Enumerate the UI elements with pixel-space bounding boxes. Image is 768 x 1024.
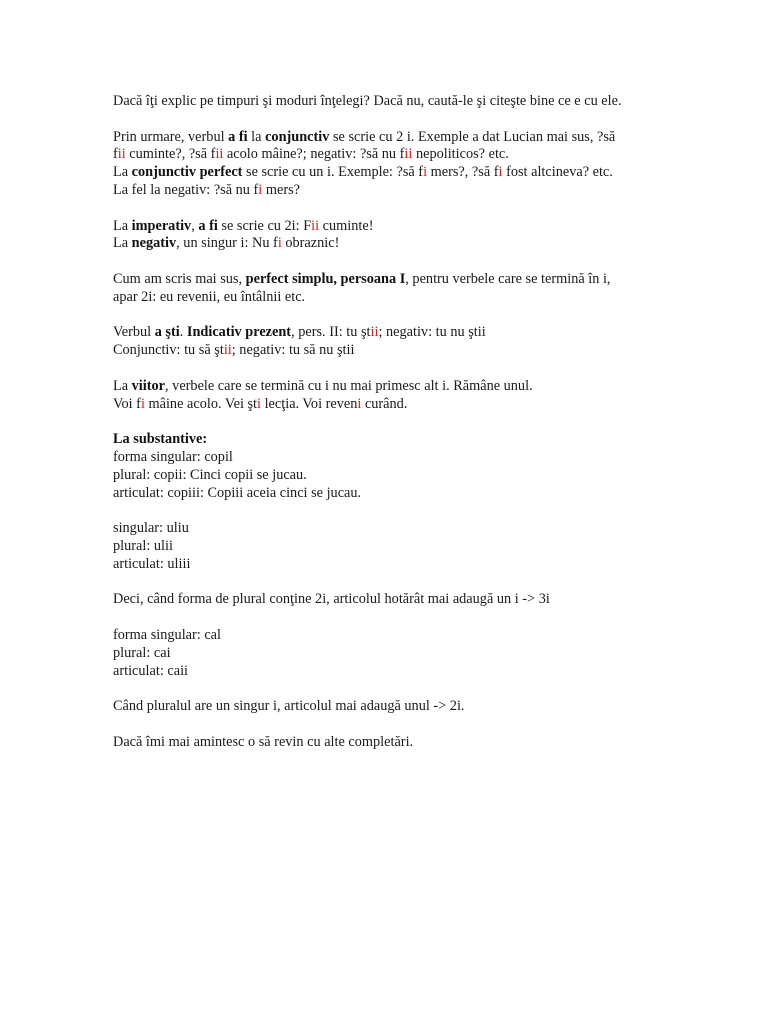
text-line [113, 627, 713, 645]
text-run: lecţia. Voi reven [261, 395, 358, 412]
highlighted-letter: ii [404, 146, 413, 163]
text-run: obraznic! [281, 235, 340, 252]
text-run: , pentru verbele care se termină în i, [405, 270, 611, 287]
text-run: mers?, ?să f [427, 164, 499, 181]
text-line [113, 449, 713, 467]
text-line [113, 734, 713, 752]
text-run: acolo mâine?; negativ: ?să nu f [223, 146, 405, 163]
text-run: La [113, 377, 132, 394]
text-run: Cum am scris mai sus, [113, 270, 246, 287]
text-run: plural: cai [113, 644, 171, 661]
text-line [113, 538, 713, 556]
highlighted-letter: i [258, 181, 263, 198]
text-line [113, 93, 713, 111]
text-line [113, 591, 713, 609]
text-run: La fel la negativ: ?să nu f [113, 181, 259, 198]
text-run: Dacă îmi mai amintesc o să revin cu alte completări. [113, 733, 414, 750]
text-run: f [113, 146, 118, 163]
text-line [113, 378, 713, 396]
text-run: forma singular: cal [113, 626, 221, 643]
paragraph [113, 93, 713, 111]
paragraph [113, 378, 713, 414]
text-line [113, 342, 713, 360]
text-line [113, 556, 713, 574]
paragraph [113, 271, 713, 307]
bold-text: conjunctiv perfect [131, 164, 243, 181]
text-run: se scrie cu 2i: F [217, 217, 312, 234]
text-line [113, 324, 713, 342]
text-run: forma singular: copil [113, 448, 233, 465]
text-line [113, 467, 713, 485]
paragraph [113, 698, 713, 716]
bold-text: a fi [198, 217, 218, 234]
text-run: Conjunctiv: tu să şt [113, 342, 224, 359]
text-run: Deci, când forma de plural conţine 2i, articolul hotărât mai adaugă un i -> 3i [113, 591, 550, 608]
text-run: articulat: uliii [113, 555, 191, 572]
text-run: cuminte! [319, 217, 374, 234]
text-line [113, 431, 713, 449]
highlighted-letter: i [357, 395, 362, 412]
text-run: articulat: caii [113, 662, 189, 679]
bold-text: negativ [131, 235, 177, 252]
bold-text: conjunctiv [265, 128, 330, 145]
text-line [113, 289, 713, 307]
highlighted-letter: i [257, 395, 262, 412]
highlighted-letter: ii [223, 342, 232, 359]
text-run: fost altcineva? etc. [502, 164, 613, 181]
highlighted-letter: ii [370, 324, 379, 341]
text-run: articulat: copiii: Copiii aceia cinci se jucau. [113, 484, 362, 501]
text-run: Verbul [113, 324, 155, 341]
text-run: La [113, 217, 132, 234]
text-run: La [113, 164, 132, 181]
paragraph [113, 627, 713, 680]
highlighted-letter: i [423, 164, 428, 181]
paragraph [113, 431, 713, 502]
text-run: La [113, 235, 132, 252]
bold-text: imperativ [131, 217, 192, 234]
text-run: Voi f [113, 395, 141, 412]
highlighted-letter: i [140, 395, 145, 412]
text-run: nepoliticos? etc. [412, 146, 509, 163]
text-run: plural: copii: Cinci copii se jucau. [113, 466, 307, 483]
text-line [113, 146, 713, 164]
text-line [113, 182, 713, 200]
text-run: apar 2i: eu revenii, eu întâlnii etc. [113, 288, 306, 305]
highlighted-letter: i [498, 164, 503, 181]
paragraph [113, 520, 713, 573]
bold-text: perfect simplu, persoana I [245, 270, 406, 287]
text-line [113, 271, 713, 289]
text-run: singular: uliu [113, 520, 189, 537]
bold-text: a fi [228, 128, 248, 145]
text-run: curând. [361, 395, 408, 412]
text-run: mers? [262, 181, 300, 198]
bold-text: viitor [131, 377, 166, 394]
text-line [113, 485, 713, 503]
text-run: ; negativ: tu să nu ştii [231, 342, 355, 359]
text-run: la [247, 128, 266, 145]
text-run: se scrie cu un i. Exemple: ?să f [242, 164, 424, 181]
paragraph [113, 591, 713, 609]
text-run: Când pluralul are un singur i, articolul mai adaugă unul -> 2i. [113, 698, 465, 715]
text-line [113, 129, 713, 147]
text-run: Dacă îţi explic pe timpuri şi moduri înţelegi? Dacă nu, caută-le şi citeşte bine ce e cu ele. [113, 93, 622, 109]
text-run: cuminte?, ?să f [125, 146, 216, 163]
text-run: , pers. II: tu şt [291, 324, 371, 341]
bold-text: Indicativ prezent [186, 324, 292, 341]
text-run: . [179, 324, 187, 341]
text-line [113, 520, 713, 538]
paragraph [113, 324, 713, 360]
text-run: , un singur i: Nu f [176, 235, 278, 252]
paragraph [113, 734, 713, 752]
text-run: ; negativ: tu nu ştii [378, 324, 486, 341]
text-line [113, 698, 713, 716]
paragraph [113, 218, 713, 254]
text-run: , verbele care se termină cu i nu mai primesc alt i. Rămâne unul. [165, 377, 533, 394]
document-body [113, 93, 713, 769]
highlighted-letter: ii [311, 217, 320, 234]
bold-text: a şti [154, 324, 180, 341]
highlighted-letter: ii [117, 146, 126, 163]
text-run: , [191, 217, 199, 234]
bold-text: La substantive: [113, 431, 208, 448]
text-line [113, 396, 713, 414]
text-run: Prin urmare, verbul [113, 128, 229, 145]
highlighted-letter: i [277, 235, 282, 252]
text-run: mâine acolo. Vei şt [144, 395, 258, 412]
text-run: plural: ulii [113, 537, 173, 554]
text-line [113, 235, 713, 253]
text-line [113, 645, 713, 663]
text-line [113, 164, 713, 182]
highlighted-letter: ii [215, 146, 224, 163]
paragraph [113, 129, 713, 200]
text-line [113, 218, 713, 236]
text-run: se scrie cu 2 i. Exemple a dat Lucian mai sus, ?să [329, 128, 616, 145]
text-line [113, 663, 713, 681]
